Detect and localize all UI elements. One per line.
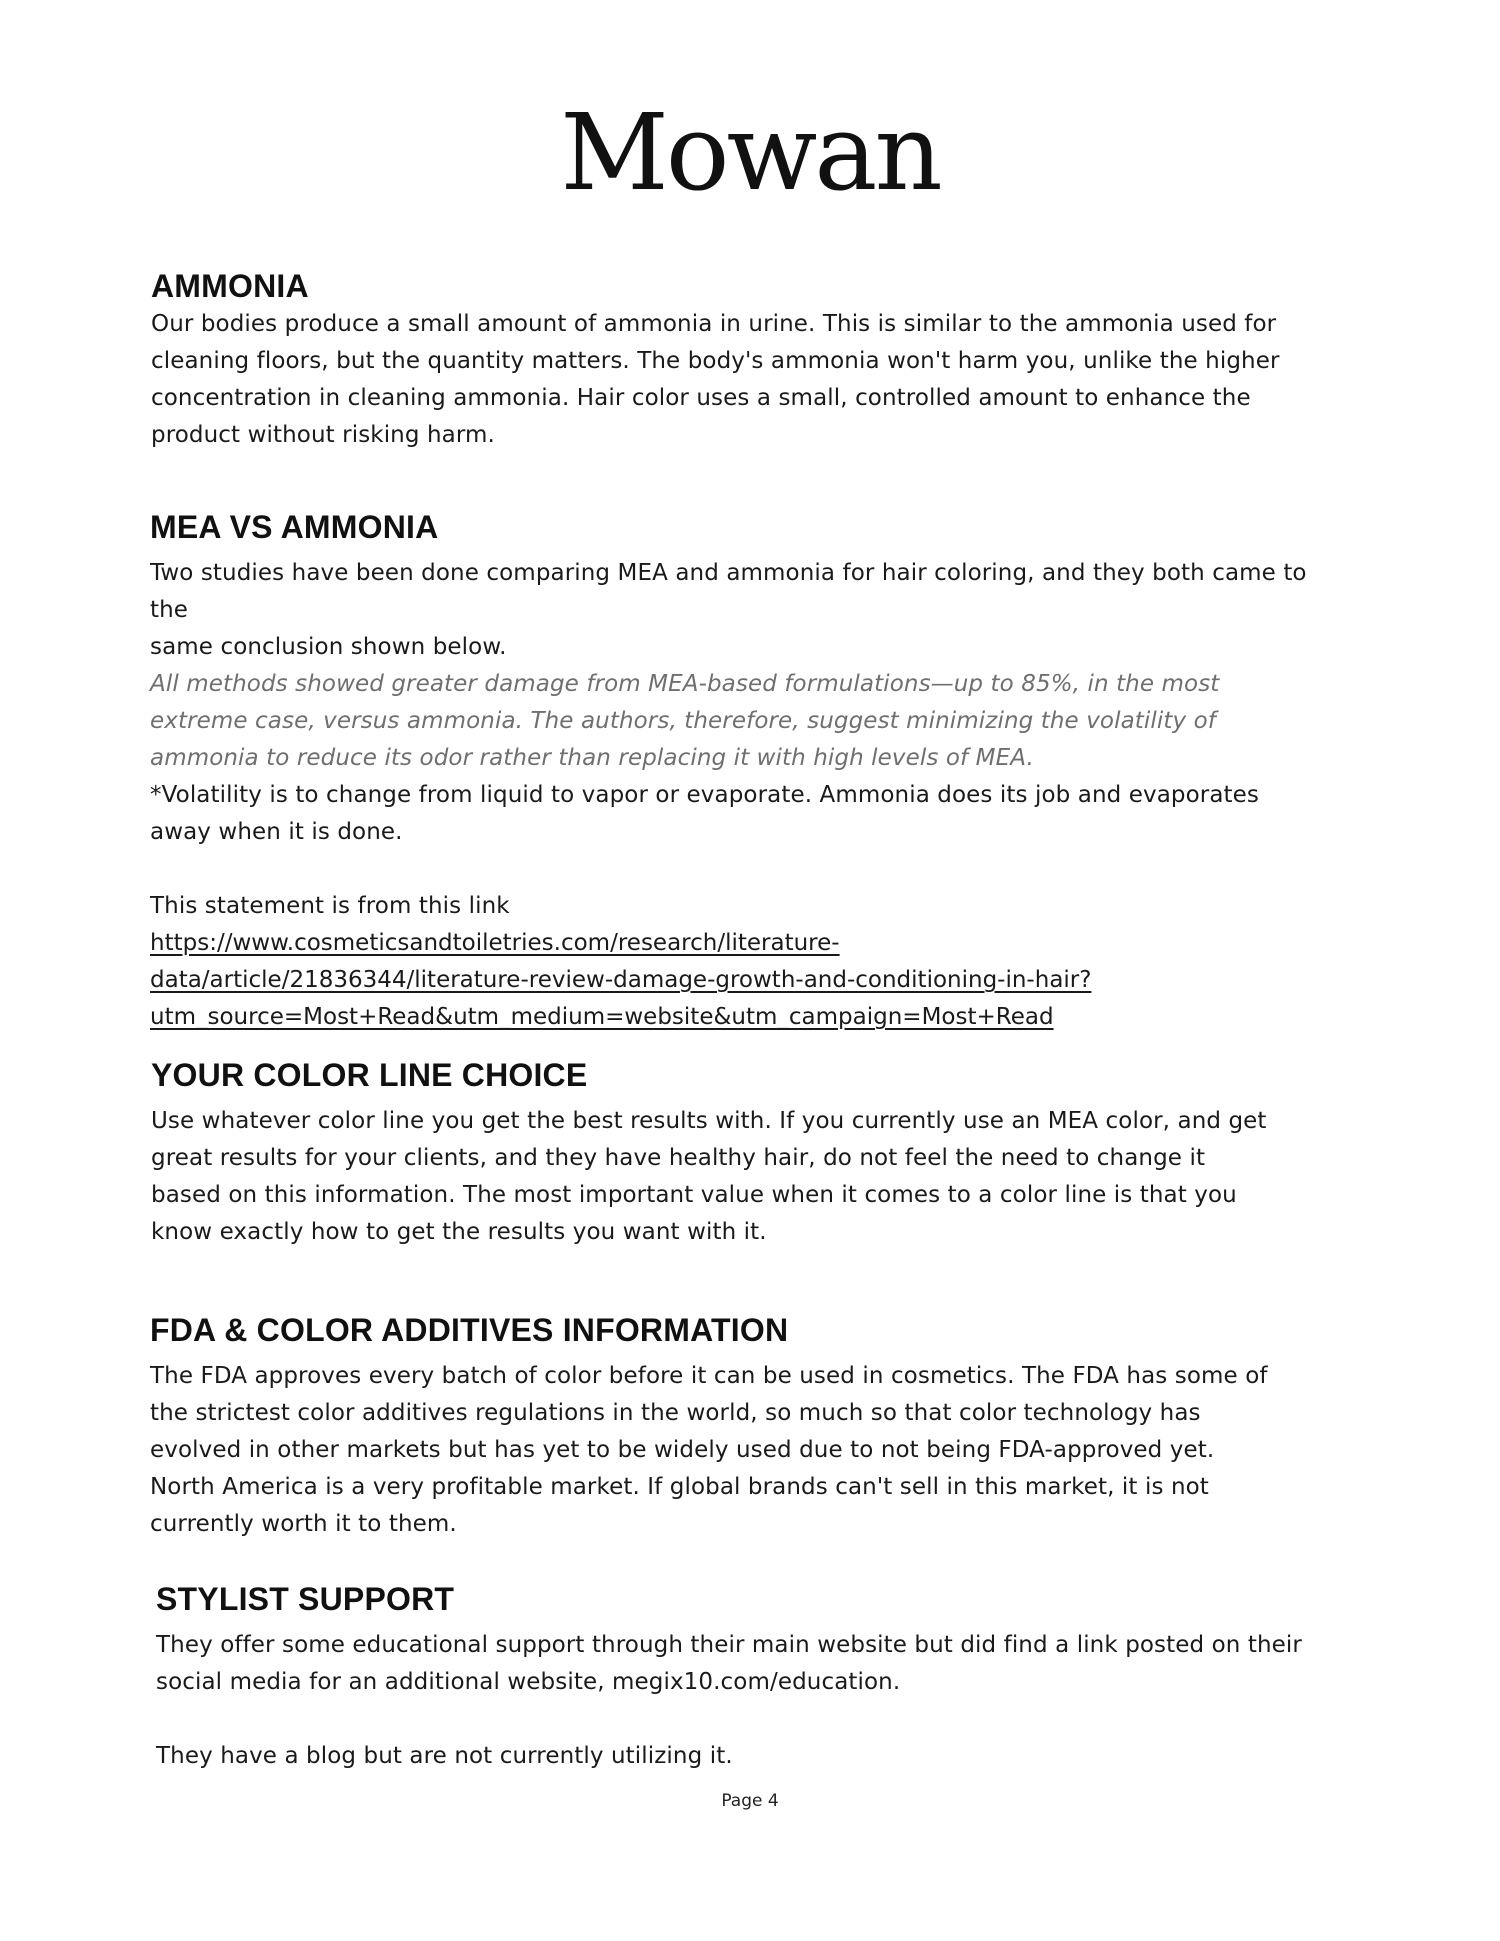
body-line: the strictest color additives regulations in the world, so much so that color technology has: [150, 1400, 1201, 1426]
body-line: They have a blog but are not currently utilizing it.: [156, 1743, 733, 1769]
body-line: great results for your clients, and they have healthy hair, do not feel the need to change it: [151, 1145, 1206, 1171]
note-line: away when it is done.: [150, 819, 403, 845]
section-heading: YOUR COLOR LINE CHOICE: [151, 1057, 588, 1093]
section-heading: FDA & COLOR ADDITIVES INFORMATION: [150, 1312, 789, 1348]
section-heading: MEA VS AMMONIA: [150, 509, 439, 545]
body-line: product without risking harm.: [151, 422, 495, 448]
section-heading: STYLIST SUPPORT: [156, 1581, 455, 1617]
body-line: evolved in other markets but has yet to be widely used due to not being FDA-approved yet.: [150, 1437, 1215, 1463]
quote-line: extreme case, versus ammonia. The authors, therefore, suggest minimizing the volatility of: [150, 708, 1216, 734]
section-stylist-support: [156, 1579, 1356, 1775]
body-line: Our bodies produce a small amount of ammonia in urine. This is similar to the ammonia used for: [151, 311, 1277, 337]
source-link-line[interactable]: https://www.cosmeticsandtoiletries.com/research/literature-: [150, 930, 840, 956]
body-line: know exactly how to get the results you want with it.: [151, 1219, 767, 1245]
section-mea-vs-ammonia: [150, 507, 1350, 1036]
source-label: This statement is from this link: [150, 893, 510, 919]
section-color-line-choice: [151, 1055, 1351, 1251]
section-fda-color-additives: [150, 1310, 1350, 1543]
body-line: concentration in cleaning ammonia. Hair color uses a small, controlled amount to enhance the: [151, 385, 1251, 411]
body-line: social media for an additional website, megix10.com/education.: [156, 1669, 901, 1695]
body-line: same conclusion shown below.: [150, 634, 507, 660]
quote-line: All methods showed greater damage from MEA-based formulations—up to 85%, in the most: [150, 671, 1220, 697]
quote-line: ammonia to reduce its odor rather than replacing it with high levels of MEA.: [150, 745, 1034, 771]
body-line: North America is a very profitable market. If global brands can't sell in this market, it is not: [150, 1474, 1209, 1500]
note-line: *Volatility is to change from liquid to vapor or evaporate. Ammonia does its job and evaporates: [150, 782, 1260, 808]
body-line: The FDA approves every batch of color before it can be used in cosmetics. The FDA has some of: [150, 1363, 1268, 1389]
source-link-line[interactable]: utm_source=Most+Read&utm_medium=website&utm_campaign=Most+Read: [150, 1004, 1054, 1030]
body-line: based on this information. The most important value when it comes to a color line is that you: [151, 1182, 1237, 1208]
body-line: cleaning floors, but the quantity matters. The body's ammonia won't harm you, unlike the higher: [151, 348, 1280, 374]
body-line: currently worth it to them.: [150, 1511, 457, 1537]
body-line: Two studies have been done comparing MEA and ammonia for hair coloring, and they both came to the: [150, 560, 1307, 623]
source-link-line[interactable]: data/article/21836344/literature-review-damage-growth-and-conditioning-in-hair?: [150, 967, 1092, 993]
source-link[interactable]: [150, 925, 1250, 1036]
section-heading: AMMONIA: [151, 268, 309, 304]
page-number: Page 4: [721, 1791, 779, 1811]
body-line: Use whatever color line you get the best results with. If you currently use an MEA color, and get: [151, 1108, 1267, 1134]
brand-logo-title: Mowan: [560, 91, 940, 214]
section-ammonia: [151, 266, 1351, 454]
body-line: They offer some educational support through their main website but did find a link posted on their: [156, 1632, 1302, 1658]
